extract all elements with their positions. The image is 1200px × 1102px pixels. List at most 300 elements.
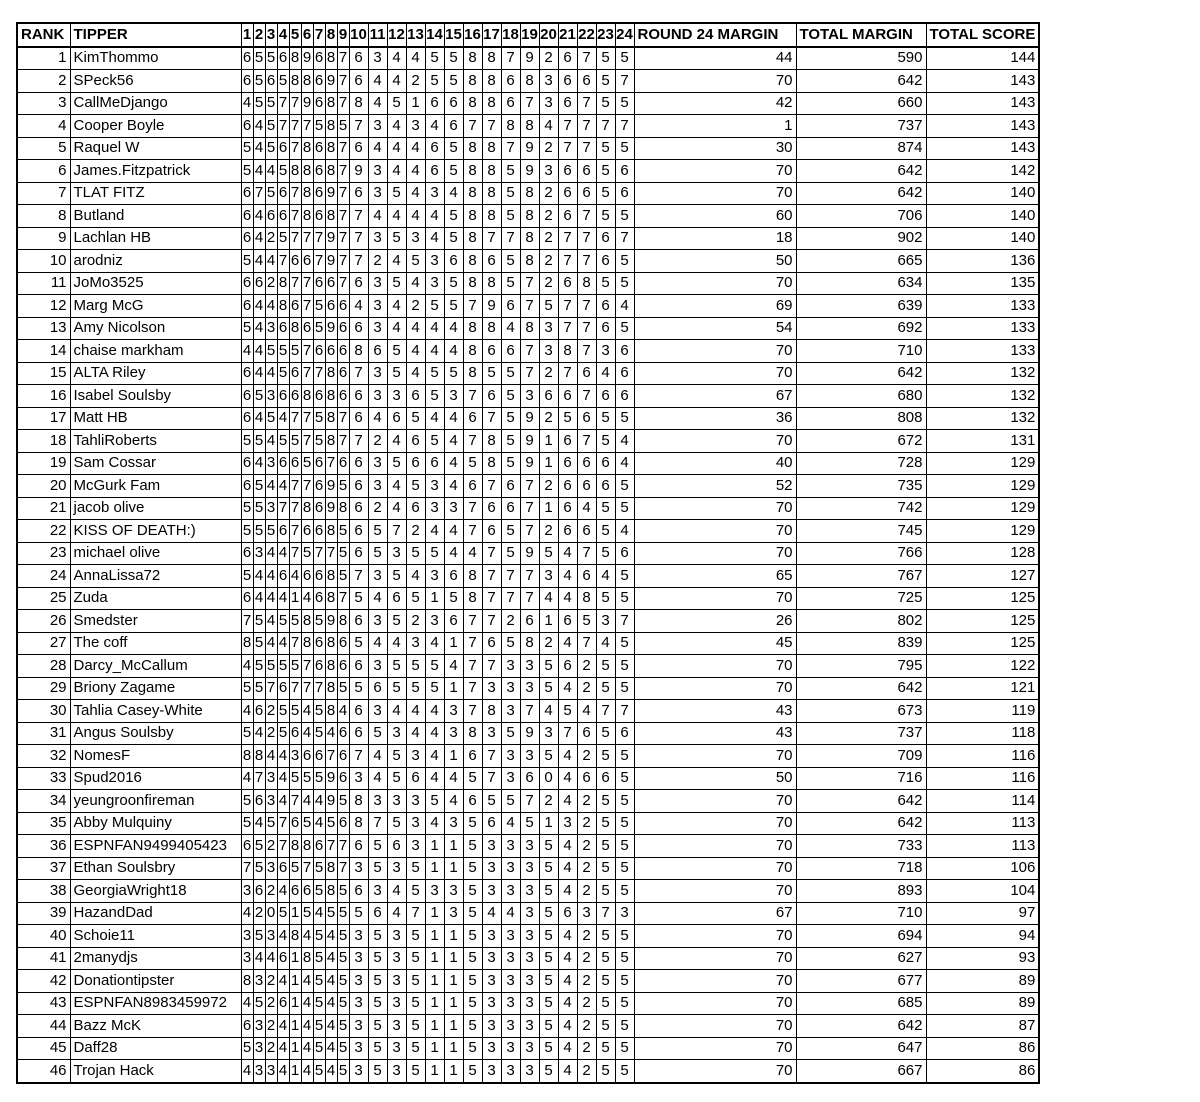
round-13-score-cell: 5	[406, 407, 425, 430]
round-4-score-cell: 6	[277, 520, 289, 543]
round-11-score-cell: 3	[368, 655, 387, 678]
round-8-score-cell: 9	[325, 182, 337, 205]
round-2-score-cell: 4	[253, 947, 265, 970]
round-15-score-cell: 3	[444, 722, 463, 745]
round-3-score-cell: 2	[265, 227, 277, 250]
round-10-score-cell: 6	[349, 835, 368, 858]
round-15-score-cell: 4	[444, 520, 463, 543]
round-13-score-cell: 1	[406, 92, 425, 115]
round-4-score-cell: 6	[277, 385, 289, 408]
round-22-score-cell: 7	[577, 632, 596, 655]
round-12-score-cell: 4	[387, 47, 406, 70]
round-2-header: 2	[253, 23, 265, 47]
round-17-score-cell: 6	[482, 520, 501, 543]
table-row	[17, 880, 1039, 903]
total-margin-cell: 639	[796, 295, 926, 318]
round-14-score-cell: 4	[425, 520, 444, 543]
round-11-score-cell: 6	[368, 340, 387, 363]
round-17-score-cell: 9	[482, 295, 501, 318]
round-17-score-cell: 7	[482, 407, 501, 430]
round-24-score-cell: 5	[615, 587, 634, 610]
round-1-score-cell: 6	[241, 205, 253, 228]
table-row	[17, 452, 1039, 475]
round24-margin-cell: 70	[634, 857, 796, 880]
round-15-score-cell: 1	[444, 947, 463, 970]
round-15-score-cell: 5	[444, 70, 463, 93]
rank-cell: 17	[17, 407, 70, 430]
round-24-score-cell: 7	[615, 115, 634, 138]
round-4-score-cell: 7	[277, 115, 289, 138]
round-24-score-cell: 5	[615, 475, 634, 498]
round-5-score-cell: 7	[289, 227, 301, 250]
round-20-score-cell: 5	[539, 1015, 558, 1038]
round24-margin-cell: 70	[634, 655, 796, 678]
round-3-score-cell: 4	[265, 632, 277, 655]
round-9-score-cell: 5	[337, 475, 349, 498]
round-20-score-cell: 2	[539, 520, 558, 543]
round-15-score-cell: 3	[444, 902, 463, 925]
round-17-score-cell: 6	[482, 632, 501, 655]
round-8-score-cell: 7	[325, 745, 337, 768]
round-3-score-cell: 4	[265, 947, 277, 970]
round-6-score-cell: 8	[301, 182, 313, 205]
round-19-score-cell: 7	[520, 587, 539, 610]
table-row	[17, 362, 1039, 385]
round-17-score-cell: 8	[482, 317, 501, 340]
round-8-score-cell: 8	[325, 115, 337, 138]
round24-margin-cell: 70	[634, 182, 796, 205]
round-18-score-cell: 3	[501, 677, 520, 700]
round-16-score-cell: 5	[463, 992, 482, 1015]
round-20-score-cell: 5	[539, 970, 558, 993]
round-12-score-cell: 4	[387, 317, 406, 340]
round-7-score-cell: 5	[313, 430, 325, 453]
total-margin-cell: 642	[796, 182, 926, 205]
round-14-score-cell: 4	[425, 767, 444, 790]
round-14-score-cell: 5	[425, 677, 444, 700]
rank-cell: 27	[17, 632, 70, 655]
round-8-score-cell: 8	[325, 655, 337, 678]
round-15-header: 15	[444, 23, 463, 47]
round-5-score-cell: 7	[289, 92, 301, 115]
tipper-cell: The coff	[70, 632, 241, 655]
round-7-score-cell: 6	[313, 520, 325, 543]
round-24-score-cell: 5	[615, 1060, 634, 1083]
round24-margin-cell: 18	[634, 227, 796, 250]
round-21-score-cell: 7	[558, 362, 577, 385]
round-1-score-cell: 6	[241, 587, 253, 610]
round-17-score-cell: 8	[482, 430, 501, 453]
round-10-score-cell: 6	[349, 722, 368, 745]
round-21-score-cell: 6	[558, 452, 577, 475]
total-score-cell: 143	[926, 92, 1039, 115]
round-17-score-cell: 8	[482, 92, 501, 115]
round-14-score-cell: 4	[425, 407, 444, 430]
round-4-score-cell: 4	[277, 925, 289, 948]
round-7-score-cell: 6	[313, 92, 325, 115]
round-2-score-cell: 7	[253, 182, 265, 205]
round-4-score-cell: 5	[277, 700, 289, 723]
round-5-score-cell: 6	[289, 362, 301, 385]
round-6-score-cell: 8	[301, 70, 313, 93]
round24-margin-cell: 70	[634, 430, 796, 453]
round-24-score-cell: 5	[615, 205, 634, 228]
round-9-score-cell: 5	[337, 1037, 349, 1060]
round-12-score-cell: 4	[387, 880, 406, 903]
round-7-score-cell: 5	[313, 925, 325, 948]
round-11-header: 11	[368, 23, 387, 47]
round-20-score-cell: 2	[539, 227, 558, 250]
round-6-score-cell: 8	[301, 632, 313, 655]
round-22-score-cell: 6	[577, 520, 596, 543]
round-15-score-cell: 6	[444, 115, 463, 138]
round-2-score-cell: 4	[253, 317, 265, 340]
round-14-score-cell: 4	[425, 700, 444, 723]
round-23-score-cell: 5	[596, 655, 615, 678]
round-7-score-cell: 6	[313, 340, 325, 363]
round-20-score-cell: 5	[539, 947, 558, 970]
round-10-score-cell: 3	[349, 1015, 368, 1038]
round-13-score-cell: 4	[406, 317, 425, 340]
round-1-score-cell: 4	[241, 655, 253, 678]
round-8-score-cell: 8	[325, 700, 337, 723]
round24-margin-cell: 70	[634, 70, 796, 93]
round-16-score-cell: 8	[463, 722, 482, 745]
total-margin-cell: 642	[796, 812, 926, 835]
round-7-score-cell: 7	[313, 677, 325, 700]
round-19-header: 19	[520, 23, 539, 47]
round-2-score-cell: 5	[253, 992, 265, 1015]
round-10-score-cell: 6	[349, 385, 368, 408]
round-21-score-cell: 6	[558, 497, 577, 520]
round-24-score-cell: 3	[615, 902, 634, 925]
round-18-score-cell: 3	[501, 947, 520, 970]
round-7-score-cell: 6	[313, 205, 325, 228]
round-18-score-cell: 3	[501, 992, 520, 1015]
round-21-score-cell: 6	[558, 160, 577, 183]
round-23-score-cell: 5	[596, 925, 615, 948]
round-3-score-cell: 2	[265, 880, 277, 903]
round-3-score-cell: 4	[265, 475, 277, 498]
round-5-score-cell: 6	[289, 880, 301, 903]
total-margin-cell: 874	[796, 137, 926, 160]
round-5-score-cell: 8	[289, 317, 301, 340]
round-5-score-cell: 7	[289, 115, 301, 138]
round-3-score-cell: 3	[265, 857, 277, 880]
round-2-score-cell: 4	[253, 587, 265, 610]
round-15-score-cell: 6	[444, 250, 463, 273]
round-7-score-cell: 5	[313, 407, 325, 430]
round-9-score-cell: 7	[337, 857, 349, 880]
round-11-score-cell: 5	[368, 970, 387, 993]
round-8-score-cell: 4	[325, 1037, 337, 1060]
round-3-score-cell: 5	[265, 340, 277, 363]
round-6-score-cell: 6	[301, 520, 313, 543]
round-23-score-cell: 5	[596, 835, 615, 858]
round-14-score-cell: 5	[425, 790, 444, 813]
round-23-score-cell: 6	[596, 767, 615, 790]
round-12-score-cell: 3	[387, 1037, 406, 1060]
tipper-cell: Sam Cossar	[70, 452, 241, 475]
round-2-score-cell: 6	[253, 880, 265, 903]
total-score-cell: 86	[926, 1060, 1039, 1083]
round-6-score-cell: 4	[301, 700, 313, 723]
total-margin-cell: 839	[796, 632, 926, 655]
round-8-score-cell: 8	[325, 880, 337, 903]
round-9-score-cell: 5	[337, 115, 349, 138]
round-9-score-cell: 6	[337, 632, 349, 655]
round-9-score-cell: 7	[337, 587, 349, 610]
round-24-score-cell: 5	[615, 857, 634, 880]
round-21-score-cell: 5	[558, 700, 577, 723]
round-6-score-cell: 4	[301, 970, 313, 993]
round-10-score-cell: 8	[349, 790, 368, 813]
total-score-cell: 131	[926, 430, 1039, 453]
round-13-score-cell: 7	[406, 902, 425, 925]
rank-cell: 3	[17, 92, 70, 115]
round-6-score-cell: 6	[301, 565, 313, 588]
tipper-cell: Abby Mulquiny	[70, 812, 241, 835]
round-14-score-cell: 4	[425, 115, 444, 138]
round-1-score-cell: 4	[241, 92, 253, 115]
round-13-score-cell: 2	[406, 295, 425, 318]
round-6-score-cell: 7	[301, 227, 313, 250]
tipper-cell: Bazz McK	[70, 1015, 241, 1038]
rank-cell: 28	[17, 655, 70, 678]
round-22-score-cell: 6	[577, 407, 596, 430]
rank-cell: 13	[17, 317, 70, 340]
round-3-score-cell: 4	[265, 587, 277, 610]
round-21-score-cell: 7	[558, 115, 577, 138]
round-19-score-cell: 9	[520, 452, 539, 475]
round24-margin-cell: 36	[634, 407, 796, 430]
round-20-score-cell: 4	[539, 115, 558, 138]
round-7-score-cell: 7	[313, 362, 325, 385]
tipper-cell: Butland	[70, 205, 241, 228]
round-13-score-cell: 6	[406, 385, 425, 408]
round-22-score-cell: 6	[577, 475, 596, 498]
round-16-score-cell: 5	[463, 902, 482, 925]
tipper-cell: JoMo3525	[70, 272, 241, 295]
round-20-score-cell: 1	[539, 497, 558, 520]
round-19-score-cell: 7	[520, 475, 539, 498]
round-17-score-cell: 8	[482, 700, 501, 723]
round-2-score-cell: 5	[253, 925, 265, 948]
round-20-score-cell: 3	[539, 722, 558, 745]
round-20-score-cell: 2	[539, 407, 558, 430]
table-row	[17, 520, 1039, 543]
round-14-score-cell: 3	[425, 272, 444, 295]
round-9-score-cell: 7	[337, 430, 349, 453]
round-23-score-cell: 5	[596, 970, 615, 993]
round-11-score-cell: 3	[368, 565, 387, 588]
round-22-score-cell: 2	[577, 812, 596, 835]
round-5-score-cell: 1	[289, 970, 301, 993]
tipper-cell: Cooper Boyle	[70, 115, 241, 138]
round-10-score-cell: 6	[349, 137, 368, 160]
table-row	[17, 295, 1039, 318]
round-8-score-cell: 8	[325, 160, 337, 183]
round-8-score-cell: 9	[325, 317, 337, 340]
total-margin-cell: 627	[796, 947, 926, 970]
round-24-score-cell: 5	[615, 835, 634, 858]
round-11-score-cell: 3	[368, 452, 387, 475]
round-10-score-cell: 6	[349, 497, 368, 520]
round-4-score-cell: 6	[277, 947, 289, 970]
round-24-score-cell: 4	[615, 452, 634, 475]
round-21-score-cell: 3	[558, 812, 577, 835]
round-23-score-cell: 5	[596, 1015, 615, 1038]
round-20-score-cell: 6	[539, 385, 558, 408]
round-10-score-cell: 7	[349, 227, 368, 250]
rank-cell: 23	[17, 542, 70, 565]
round-14-score-cell: 5	[425, 362, 444, 385]
round-16-header: 16	[463, 23, 482, 47]
total-margin-cell: 672	[796, 430, 926, 453]
round-19-score-cell: 9	[520, 137, 539, 160]
round-13-header: 13	[406, 23, 425, 47]
tipper-cell: Amy Nicolson	[70, 317, 241, 340]
round-7-score-cell: 6	[313, 587, 325, 610]
rank-cell: 46	[17, 1060, 70, 1083]
tipping-ladder-table	[16, 22, 1040, 1084]
round-12-score-cell: 5	[387, 362, 406, 385]
round-24-score-cell: 5	[615, 137, 634, 160]
round-22-score-cell: 7	[577, 205, 596, 228]
round-18-score-cell: 2	[501, 610, 520, 633]
rank-cell: 22	[17, 520, 70, 543]
round-11-score-cell: 2	[368, 430, 387, 453]
round-21-score-cell: 7	[558, 295, 577, 318]
round-21-score-cell: 8	[558, 340, 577, 363]
round-2-score-cell: 3	[253, 1015, 265, 1038]
round-16-score-cell: 5	[463, 767, 482, 790]
round-13-score-cell: 5	[406, 992, 425, 1015]
rank-cell: 45	[17, 1037, 70, 1060]
round-3-score-cell: 4	[265, 250, 277, 273]
round-23-score-cell: 5	[596, 430, 615, 453]
round-4-score-cell: 4	[277, 1015, 289, 1038]
round-5-score-cell: 1	[289, 1015, 301, 1038]
round-9-score-cell: 6	[337, 745, 349, 768]
rank-cell: 11	[17, 272, 70, 295]
round-9-score-cell: 5	[337, 970, 349, 993]
round-14-score-cell: 3	[425, 610, 444, 633]
round-24-header: 24	[615, 23, 634, 47]
round-18-score-cell: 3	[501, 745, 520, 768]
round-9-score-cell: 5	[337, 520, 349, 543]
round-1-score-cell: 5	[241, 790, 253, 813]
round-18-score-cell: 4	[501, 812, 520, 835]
round-7-score-cell: 5	[313, 1015, 325, 1038]
round-11-score-cell: 4	[368, 587, 387, 610]
rank-cell: 39	[17, 902, 70, 925]
total-score-cell: 89	[926, 992, 1039, 1015]
round-4-score-cell: 5	[277, 722, 289, 745]
round-20-score-cell: 2	[539, 790, 558, 813]
round-3-score-cell: 2	[265, 835, 277, 858]
round-8-score-cell: 9	[325, 497, 337, 520]
round-21-score-cell: 7	[558, 250, 577, 273]
round24-margin-cell: 70	[634, 947, 796, 970]
round-20-score-cell: 5	[539, 542, 558, 565]
total-margin-cell: 893	[796, 880, 926, 903]
round-22-score-cell: 5	[577, 610, 596, 633]
round-4-score-cell: 8	[277, 272, 289, 295]
round-5-score-cell: 6	[289, 250, 301, 273]
round-5-score-cell: 7	[289, 407, 301, 430]
round-1-score-cell: 5	[241, 722, 253, 745]
round-10-score-cell: 5	[349, 587, 368, 610]
round-16-score-cell: 7	[463, 497, 482, 520]
round-11-score-cell: 3	[368, 272, 387, 295]
round-24-score-cell: 4	[615, 520, 634, 543]
rank-cell: 44	[17, 1015, 70, 1038]
round-23-score-cell: 6	[596, 295, 615, 318]
round-17-score-cell: 8	[482, 137, 501, 160]
round-11-score-cell: 4	[368, 92, 387, 115]
rank-cell: 35	[17, 812, 70, 835]
tipper-cell: James.Fitzpatrick	[70, 160, 241, 183]
round-20-score-cell: 5	[539, 295, 558, 318]
round-13-score-cell: 4	[406, 362, 425, 385]
round-12-score-cell: 5	[387, 340, 406, 363]
table-row	[17, 1037, 1039, 1060]
round-19-score-cell: 9	[520, 47, 539, 70]
table-row	[17, 1015, 1039, 1038]
round-6-score-cell: 5	[301, 902, 313, 925]
round-11-score-cell: 2	[368, 250, 387, 273]
table-row	[17, 542, 1039, 565]
round-13-score-cell: 5	[406, 1015, 425, 1038]
round-2-score-cell: 5	[253, 677, 265, 700]
round-14-score-cell: 4	[425, 205, 444, 228]
round-21-score-cell: 4	[558, 992, 577, 1015]
round-4-score-cell: 4	[277, 880, 289, 903]
round-18-score-cell: 3	[501, 1060, 520, 1083]
round-23-score-cell: 6	[596, 317, 615, 340]
round-13-score-cell: 2	[406, 70, 425, 93]
round-22-score-cell: 7	[577, 542, 596, 565]
round-12-score-cell: 4	[387, 902, 406, 925]
total-margin-cell: 718	[796, 857, 926, 880]
round-22-score-cell: 2	[577, 1015, 596, 1038]
round-1-score-cell: 6	[241, 295, 253, 318]
round-23-score-cell: 7	[596, 700, 615, 723]
round-9-score-cell: 5	[337, 565, 349, 588]
table-row	[17, 115, 1039, 138]
round-19-score-cell: 3	[520, 745, 539, 768]
round-19-score-cell: 3	[520, 857, 539, 880]
rank-cell: 19	[17, 452, 70, 475]
round-1-score-cell: 5	[241, 137, 253, 160]
round24-margin-cell: 70	[634, 970, 796, 993]
round-5-score-cell: 6	[289, 385, 301, 408]
round-18-score-cell: 5	[501, 182, 520, 205]
rank-cell: 4	[17, 115, 70, 138]
round-13-score-cell: 4	[406, 160, 425, 183]
round-3-score-cell: 6	[265, 70, 277, 93]
round-10-score-cell: 8	[349, 812, 368, 835]
round-24-score-cell: 7	[615, 227, 634, 250]
round-4-score-cell: 4	[277, 542, 289, 565]
round-2-score-cell: 4	[253, 205, 265, 228]
round-21-score-cell: 6	[558, 92, 577, 115]
round24-margin-cell: 70	[634, 677, 796, 700]
round-15-score-cell: 5	[444, 205, 463, 228]
round-3-score-cell: 4	[265, 295, 277, 318]
round-8-score-cell: 8	[325, 407, 337, 430]
